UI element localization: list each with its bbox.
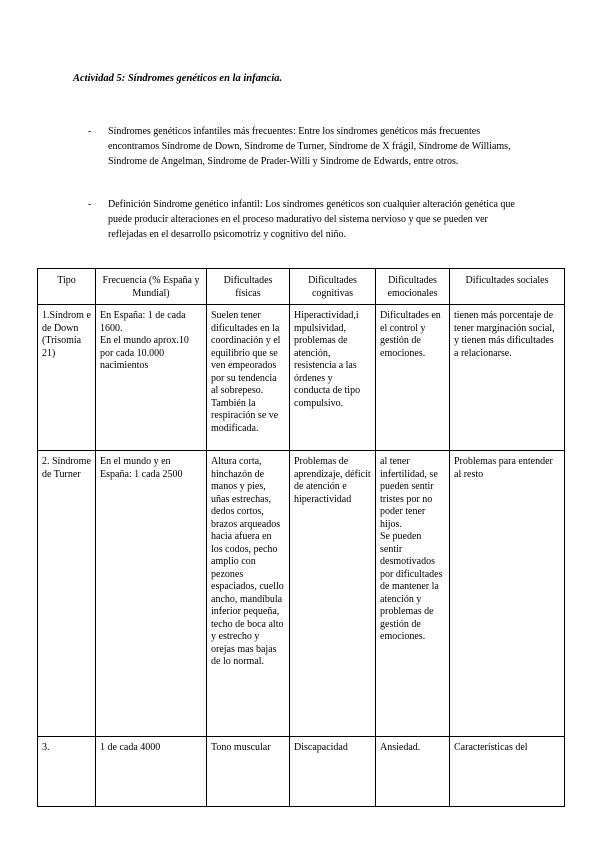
table-cell: Dificultades en el control y gestión de emociones.	[376, 305, 450, 451]
table-cell: Tono muscular	[207, 737, 290, 807]
table-cell: 1 de cada 4000	[96, 737, 207, 807]
table-cell: tienen más porcentaje de tener marginación social, y tienen más dificultades a relacionarse.	[450, 305, 565, 451]
header-cell-emocionales: Dificultades emocionales	[376, 269, 450, 305]
table-cell: Problemas para entender al resto	[450, 451, 565, 737]
bullet-text: Síndromes genéticos infantiles más frecuentes: Entre los síndromes genéticos más frecuentes encontramos Síndrome de Down, Síndrome de Turner, Síndrome de X frágil, Síndrome de Williams, Síndrome de Angelman, Síndrome de Prader-Willi y Síndrome de Edwards, entre otros.	[108, 126, 511, 167]
table-cell: 2. Síndrome de Turner	[38, 451, 96, 737]
bullet-text: Definición Síndrome genético infantil: Los síndromes genéticos son cualquier alteración genética que puede producir alteraciones en el proceso madurativo del sistema nervioso y que se pueden ver reflejadas en el desarrollo psicomotriz y cognitivo del niño.	[108, 199, 515, 240]
table-cell: Suelen tener dificultades en la coordinación y el equilibrio que se ven empeorados por su tendencia al sobrepeso. También la respiración se ve modificada.	[207, 305, 290, 451]
table-cell: En España: 1 de cada 1600. En el mundo aprox.10 por cada 10.000 nacimientos	[96, 305, 207, 451]
table-row	[38, 737, 565, 807]
table-cell: 1.Síndrom e de Down (Trisomía 21)	[38, 305, 96, 451]
header-cell-cognitivas: Dificultades cognitivas	[290, 269, 376, 305]
bullet-marker: -	[88, 126, 92, 137]
syndromes-table	[37, 268, 565, 807]
header-cell-fisicas: Dificultades físicas	[207, 269, 290, 305]
table-row	[38, 305, 565, 451]
document-title: Actividad 5: Síndromes genéticos en la infancia.	[73, 73, 283, 84]
table-row	[38, 451, 565, 737]
table-cell: 3.	[38, 737, 96, 807]
table-cell: Altura corta, hinchazón de manos y pies, uñas estrechas, dedos cortos, brazos arqueados hacia afuera en los codos, pecho amplio con pezones espaciados, cuello ancho, mandíbula inferior pequeña, techo de boca alto y estrecho y orejas mas bajas de lo normal.	[207, 451, 290, 737]
table-cell: Ansiedad.	[376, 737, 450, 807]
bullet-marker: -	[88, 199, 92, 210]
table-cell: Hiperactividad,i mpulsividad, problemas de atención, resistencia a las órdenes y conducta de tipo compulsivo.	[290, 305, 376, 451]
header-cell-tipo: Tipo	[38, 269, 96, 305]
table-cell: Discapacidad	[290, 737, 376, 807]
header-cell-sociales: Dificultades sociales	[450, 269, 565, 305]
table-cell: Características del	[450, 737, 565, 807]
table-cell: En el mundo y en España: 1 cada 2500	[96, 451, 207, 737]
table-cell: Problemas de aprendizaje, déficit de atención e hiperactividad	[290, 451, 376, 737]
table-cell: al tener infertilidad, se pueden sentir tristes por no poder tener hijos. Se pueden sentir desmotivados por dificultades de mantener la atención y problemas de gestión de emociones.	[376, 451, 450, 737]
bullet-item-frequent-syndromes	[88, 124, 528, 169]
bullet-item-definition	[88, 197, 528, 242]
header-cell-frecuencia: Frecuencia (% España y Mundial)	[96, 269, 207, 305]
table-header-row	[38, 269, 565, 305]
